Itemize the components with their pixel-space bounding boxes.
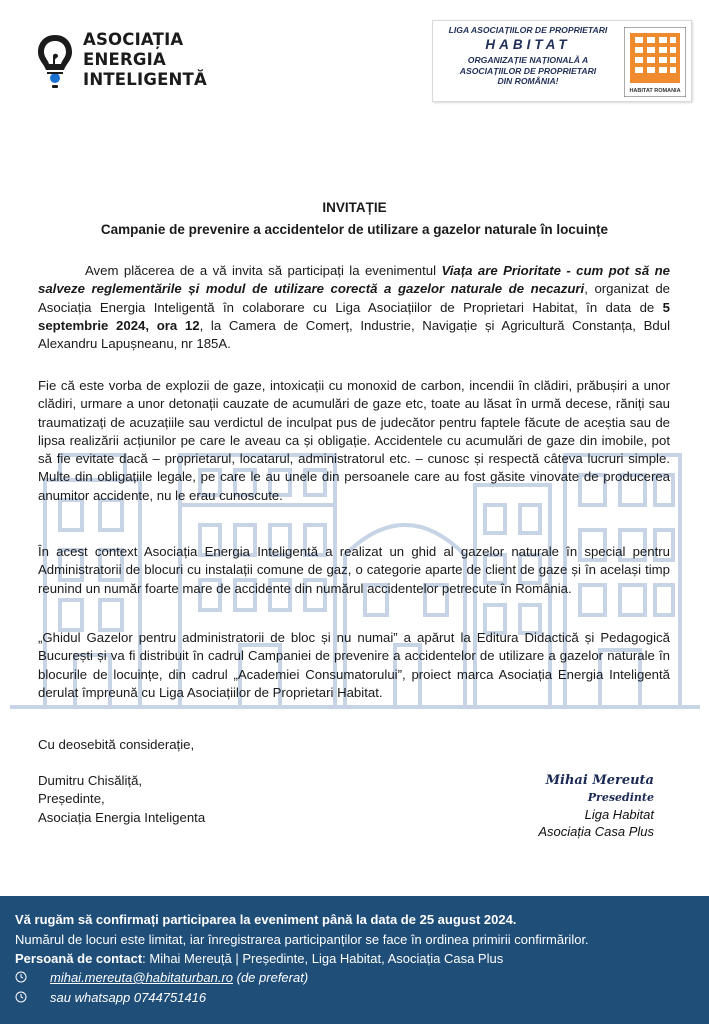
paragraph-distribution: „Ghidul Gazelor pentru administratorii de bloc și nu numai” a apărut la Editura Didactică și Pedagogică București și va fi distribuit în cadrul Campaniei de prevenire a accidentelor de utilizare a gazelor naturale în blocurile de locuințe, din cadrul „Academiei Consumatorului”, proiect marca Asociația Energia Inteligentă derulat împreună cu Liga Asociațiilor de Proprietari Habitat. — [38, 630, 670, 700]
footer-banner — [0, 896, 709, 1024]
footer-limited: Numărul de locuri este limitat, iar înregistrarea participanților se face în ordinea primirii confirmărilor. — [15, 932, 589, 947]
habitat-image-caption: HABITAT ROMANIA — [629, 88, 681, 94]
document-subtitle: Campanie de prevenire a accidentelor de utilizare a gazelor naturale în locuințe — [100, 222, 609, 237]
signature-org-2: Asociația Casa Plus — [538, 824, 654, 839]
habitat-building-logo — [624, 27, 686, 97]
contact-email-line — [50, 969, 308, 986]
p1-text-b: , organizat de Asociația Energia Inteligentă în colaborare cu Liga Asociațiilor de Proprietari Habitat, în data de — [38, 281, 670, 315]
habitat-line-4: ASOCIAȚIILOR DE PROPRIETARI — [459, 65, 597, 76]
footer-confirm: Vă rugăm să confirmați participarea la eveniment până la data de 25 august 2024. — [15, 912, 517, 927]
signer-name: Dumitru Chisăliță, — [38, 773, 143, 788]
clock-icon — [15, 991, 27, 1003]
habitat-text-block — [435, 25, 621, 87]
signature-right — [490, 772, 654, 840]
clock-icon — [15, 971, 27, 983]
event-date: 5 septembrie 2024, ora 12 — [38, 299, 670, 333]
footer-contact — [15, 950, 503, 967]
p1-text-c: , la Camera de Comerț, Industrie, Navigație și Agricultură Constanța, Bdul Alexandru Lapușneanu, nr 185A. — [38, 317, 670, 352]
habitat-line-2: HABITAT — [485, 37, 571, 52]
logo-line-2: ENERGIA — [83, 50, 166, 69]
document-title: INVITAȚIE — [322, 200, 387, 215]
signature-role: Presedinte — [587, 791, 654, 804]
paragraph-guide: În acest context Asociația Energia Inteligentă a realizat un ghid al gazelor naturale în special pentru Administratorii de blocuri cu instalații comune de gaz, o categorie aparte de client de gaze și în același timp reunind un număr foarte mare de accidente din numărul accidentelor petrecute în România. — [38, 544, 670, 596]
paragraph-invitation — [38, 262, 670, 353]
habitat-line-5: DIN ROMÂNIA! — [497, 76, 559, 86]
habitat-line-3: ORGANIZAȚIE NAȚIONALĂ A — [467, 55, 589, 65]
signature-org-1: Liga Habitat — [584, 807, 654, 822]
p1-text-a: Avem plăcerea de a vă invita să participați la evenimentul — [85, 263, 442, 278]
lightbulb-icon — [35, 32, 75, 92]
closing-line: Cu deosebită considerație, — [38, 737, 195, 752]
contact-whatsapp: sau whatsapp 0744751416 — [50, 990, 207, 1005]
signature-name: Mihai Mereuta — [545, 773, 654, 788]
logo-line-1: ASOCIAȚIA — [83, 30, 184, 49]
building-icon — [624, 27, 686, 97]
logo-asociatia-energia-inteligenta — [35, 28, 215, 98]
paragraph-accidents: Fie că este vorba de explozii de gaze, intoxicații cu monoxid de carbon, incendii în clădiri, prăbușiri a unor clădiri, urmare a unor detonații cauzate de acumulări de gaze etc, toate au lăsat în urmă decese, răniți sau traumatizați de acuzațiile sau verdictul de inculpat pus de judecător pentru faptele făcute de aceștia sau de lipsa realizării acțiunilor pe care le aveau ca și obligație. Accidentele cu acumulări de gaze din imobile, pot să fie evitate dacă – proprietarul, locatarul, administratorul etc. – cunosc și respectă câteva lucruri simple. Multe din obligațiile legale, pe care le au unele din persoanele care au fost găsite vinovate de producerea anumitor accidente, nu le erau cunoscute. — [38, 378, 670, 503]
email-note: (de preferat) — [233, 970, 309, 985]
contact-label: Persoană de contact — [15, 951, 143, 966]
signer-role: Președinte, — [38, 791, 105, 807]
email-link[interactable]: mihai.mereuta@habitaturban.ro — [50, 970, 234, 985]
signer-org: Asociația Energia Inteligenta — [38, 809, 206, 825]
habitat-line-1: LIGA ASOCIAȚIILOR DE PROPRIETARI — [448, 25, 608, 35]
signature-left — [38, 772, 205, 827]
logo-liga-habitat — [432, 20, 692, 102]
event-name: Viața are Prioritate - cum pot să ne salveze reglementările și modul de utilizare corectă a gazelor naturale de necazuri — [38, 263, 670, 297]
contact-value: : Mihai Mereuță | Președinte, Liga Habitat, Asociația Casa Plus — [142, 951, 504, 966]
logo-line-3: INTELIGENTĂ — [83, 70, 207, 89]
